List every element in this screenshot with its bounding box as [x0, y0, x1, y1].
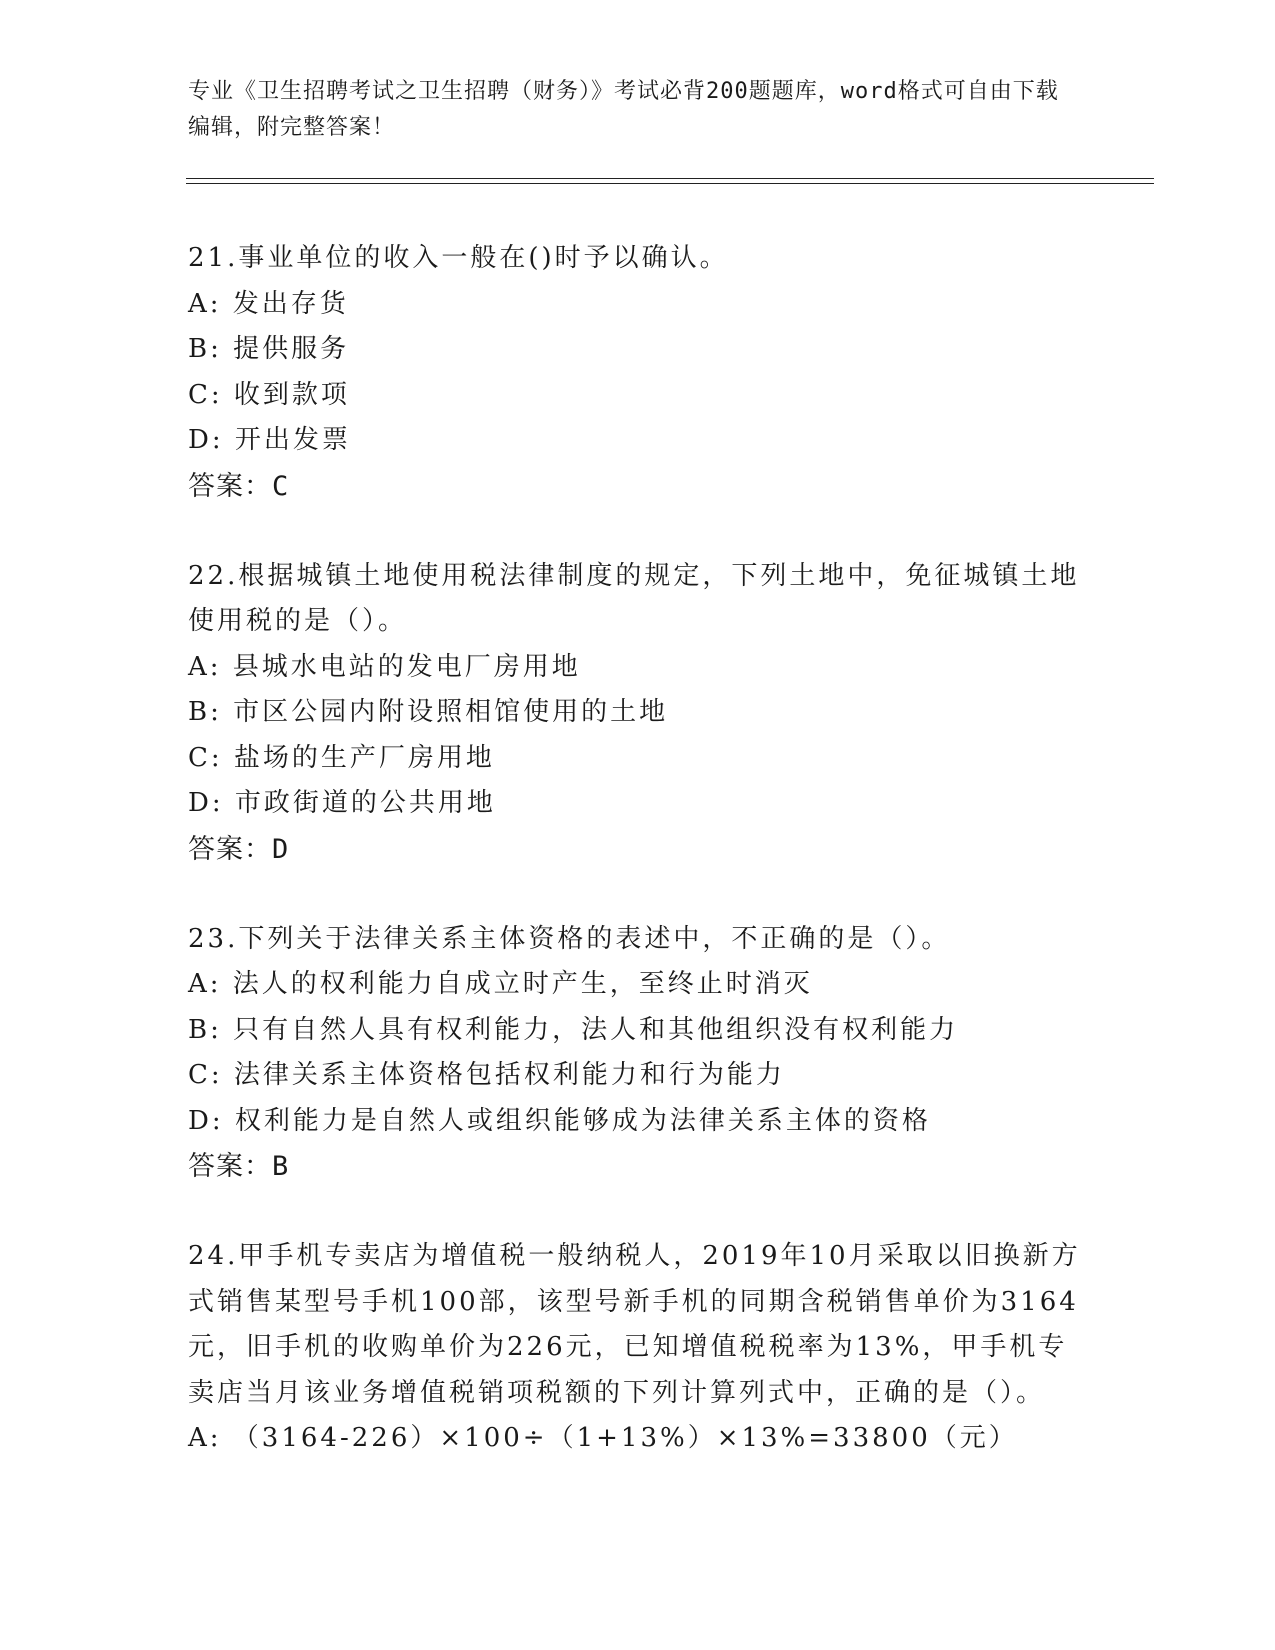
option-c: C: 法律关系主体资格包括权利能力和行为能力 — [188, 1060, 785, 1090]
question-text: 23.下列关于法律关系主体资格的表述中，不正确的是（）。 — [188, 923, 951, 954]
option-d: D: 权利能力是自然人或组织能够成为法律关系主体的资格 — [188, 1105, 931, 1136]
header-divider-bottom — [186, 183, 1154, 184]
question-22 — [188, 554, 1088, 873]
option-a: A: 发出存货 — [188, 288, 349, 319]
answer-label: 答案： — [188, 1151, 272, 1182]
option-c: C: 收到款项 — [188, 379, 350, 410]
answer-label: 答案： — [188, 833, 272, 865]
question-text: 24.甲手机专卖店为增值税一般纳税人，2019年10月采取以旧换新方式销售某型号手机100部，该型号新手机的同期含税销售单价为3164元，旧手机的收购单价为226元，已知增值税税率为13%，甲手机专卖店当月该业务增值税销项税额的下列计算列式中，正确的是（）。 — [188, 1241, 1081, 1408]
option-c: C: 盐场的生产厂房用地 — [188, 742, 495, 773]
option-b: B: 市区公园内附设照相馆使用的土地 — [188, 697, 669, 727]
option-b: B: 提供服务 — [188, 334, 350, 364]
question-text: 21.事业单位的收入一般在()时予以确认。 — [188, 243, 729, 273]
question-21 — [188, 236, 1088, 510]
option-d: D: 开出发票 — [188, 425, 351, 455]
question-list — [188, 236, 1088, 1506]
question-text: 22.根据城镇土地使用税法律制度的规定，下列土地中，免征城镇土地使用税的是（）。 — [188, 560, 1080, 636]
question-24 — [188, 1234, 1088, 1462]
document-intro: 专业《卫生招聘考试之卫生招聘（财务）》考试必背200题题库，word格式可自由下载编辑，附完整答案！ — [188, 79, 1059, 140]
option-d: D: 市政街道的公共用地 — [188, 788, 496, 818]
option-a: A: 县城水电站的发电厂房用地 — [188, 651, 581, 682]
question-23 — [188, 917, 1088, 1191]
option-a: A: 法人的权利能力自成立时产生，至终止时消灭 — [188, 969, 813, 999]
answer-line — [188, 464, 1088, 510]
header-divider-top — [186, 178, 1154, 179]
answer-line — [188, 1144, 1088, 1190]
answer-value: C — [272, 470, 290, 502]
answer-label: 答案： — [188, 470, 272, 502]
answer-value: B — [272, 1151, 290, 1182]
option-b: B: 只有自然人具有权利能力，法人和其他组织没有权利能力 — [188, 1014, 959, 1045]
option-a: A: （3164-226）×100÷（1+13%）×13%=33800（元） — [188, 1423, 1018, 1453]
answer-line — [188, 827, 1088, 873]
answer-value: D — [272, 833, 290, 865]
